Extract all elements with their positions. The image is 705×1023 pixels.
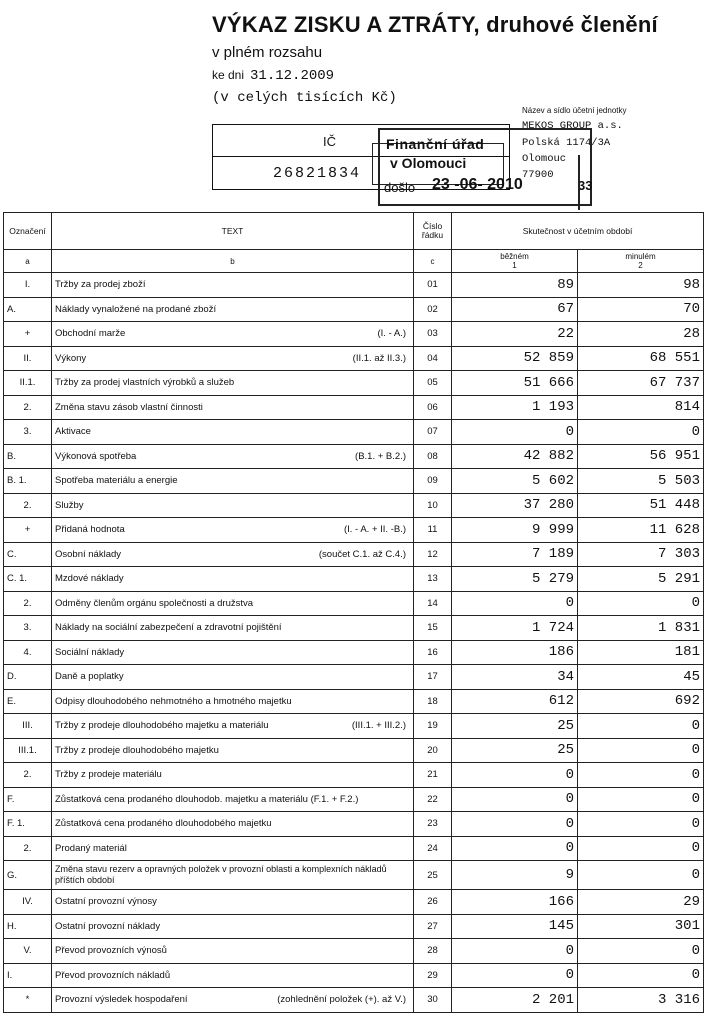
table-row [4, 322, 704, 347]
row-text [52, 469, 414, 494]
row-previous-value: 0 [578, 812, 704, 837]
row-previous-value: 29 [578, 890, 704, 915]
table-row [4, 273, 704, 298]
row-number: 05 [414, 371, 452, 396]
row-current-value: 0 [452, 939, 578, 964]
row-formula: (B.1. + B.2.) [355, 450, 406, 462]
row-text-label: Převod provozních výnosů [55, 945, 167, 957]
header-mark: Označení [4, 213, 52, 250]
row-text [52, 371, 414, 396]
table-row [4, 988, 704, 1013]
table-row [4, 963, 704, 988]
row-mark: 2. [4, 763, 52, 788]
previous-label: minulém [625, 252, 656, 261]
company-street: Polská 1174/3A [522, 137, 611, 149]
row-number: 06 [414, 395, 452, 420]
row-previous-value: 0 [578, 861, 704, 890]
row-current-value: 51 666 [452, 371, 578, 396]
row-previous-value: 5 291 [578, 567, 704, 592]
report-date: 31.12.2009 [250, 68, 335, 84]
row-number: 07 [414, 420, 452, 445]
row-text [52, 591, 414, 616]
row-text [52, 444, 414, 469]
row-mark: A. [4, 297, 52, 322]
row-previous-value: 11 628 [578, 518, 704, 543]
company-zip: 77900 [522, 169, 554, 181]
row-number: 04 [414, 346, 452, 371]
row-text-label: Ostatní provozní náklady [55, 920, 161, 932]
table-row [4, 714, 704, 739]
table-row [4, 444, 704, 469]
row-current-value: 22 [452, 322, 578, 347]
row-previous-value: 3 316 [578, 988, 704, 1013]
subheader-b: b [52, 250, 414, 273]
stamp-city: v Olomouci [390, 155, 467, 171]
row-mark: I. [4, 963, 52, 988]
row-current-value: 34 [452, 665, 578, 690]
row-text-label: Tržby z prodeje dlouhodobého majetku a materiálu [55, 720, 269, 732]
table-row [4, 567, 704, 592]
row-text [52, 616, 414, 641]
row-current-value: 89 [452, 273, 578, 298]
row-current-value: 0 [452, 836, 578, 861]
row-current-value: 5 602 [452, 469, 578, 494]
row-mark: D. [4, 665, 52, 690]
row-number: 02 [414, 297, 452, 322]
header-text: TEXT [52, 213, 414, 250]
row-text [52, 395, 414, 420]
row-number: 15 [414, 616, 452, 641]
row-previous-value: 0 [578, 963, 704, 988]
row-previous-value: 1 831 [578, 616, 704, 641]
row-mark: B. [4, 444, 52, 469]
ic-label: IČ [323, 134, 336, 149]
current-label: běžném [500, 252, 529, 261]
row-text-label: Zůstatková cena prodaného dlouhodobého majetku [55, 818, 272, 830]
row-current-value: 52 859 [452, 346, 578, 371]
row-current-value: 186 [452, 640, 578, 665]
row-text [52, 914, 414, 939]
row-current-value: 145 [452, 914, 578, 939]
row-text [52, 861, 414, 890]
row-text-label: Provozní výsledek hospodaření [55, 994, 188, 1006]
row-previous-value: 301 [578, 914, 704, 939]
row-mark: 3. [4, 420, 52, 445]
table-row [4, 297, 704, 322]
row-formula: (I. - A. + II. -B.) [343, 524, 406, 536]
row-mark: 2. [4, 591, 52, 616]
row-previous-value: 0 [578, 787, 704, 812]
table-row [4, 914, 704, 939]
row-text [52, 890, 414, 915]
row-mark: C. 1. [4, 567, 52, 592]
stamp-edge [578, 155, 580, 210]
row-previous-value: 181 [578, 640, 704, 665]
row-mark: H. [4, 914, 52, 939]
row-text [52, 988, 414, 1013]
row-text [52, 567, 414, 592]
income-statement-table [3, 212, 704, 1013]
row-text-label: Tržby z prodeje materiálu [55, 769, 162, 781]
row-text-label: Převod provozních nákladů [55, 969, 171, 981]
row-mark: E. [4, 689, 52, 714]
row-previous-value: 28 [578, 322, 704, 347]
row-previous-value: 0 [578, 836, 704, 861]
row-mark: III. [4, 714, 52, 739]
row-text-label: Náklady vynaložené na prodané zboží [55, 303, 217, 315]
current-number: 1 [512, 261, 517, 270]
row-text [52, 963, 414, 988]
row-formula: (II.1. až II.3.) [352, 352, 406, 364]
row-text [52, 493, 414, 518]
row-previous-value: 45 [578, 665, 704, 690]
row-text [52, 836, 414, 861]
row-text-label: Osobní náklady [55, 548, 122, 560]
row-text-label: Spotřeba materiálu a energie [55, 475, 178, 487]
row-number: 13 [414, 567, 452, 592]
table-row [4, 689, 704, 714]
row-number: 21 [414, 763, 452, 788]
row-number: 08 [414, 444, 452, 469]
row-text [52, 763, 414, 788]
row-number: 30 [414, 988, 452, 1013]
row-text-label: Náklady na sociální zabezpečení a zdravotní pojištění [55, 622, 282, 634]
row-mark: 2. [4, 395, 52, 420]
row-text-label: Výkonová spotřeba [55, 450, 137, 462]
row-current-value: 25 [452, 714, 578, 739]
row-mark: C. [4, 542, 52, 567]
row-current-value: 0 [452, 420, 578, 445]
row-text-label: Přidaná hodnota [55, 524, 125, 536]
row-previous-value: 692 [578, 689, 704, 714]
row-current-value: 7 189 [452, 542, 578, 567]
row-mark: B. 1. [4, 469, 52, 494]
stamp-date: 23 -06- 2010 [432, 176, 523, 193]
row-mark: F. [4, 787, 52, 812]
subheader-a: a [4, 250, 52, 273]
row-text [52, 273, 414, 298]
table-row [4, 469, 704, 494]
table-row [4, 665, 704, 690]
row-mark: 2. [4, 493, 52, 518]
row-number: 23 [414, 812, 452, 837]
row-mark: IV. [4, 890, 52, 915]
row-text [52, 640, 414, 665]
row-previous-value: 0 [578, 714, 704, 739]
row-current-value: 0 [452, 963, 578, 988]
row-text [52, 542, 414, 567]
subheader-c: c [414, 250, 452, 273]
row-current-value: 612 [452, 689, 578, 714]
row-text [52, 420, 414, 445]
row-number: 11 [414, 518, 452, 543]
row-current-value: 9 [452, 861, 578, 890]
row-previous-value: 67 737 [578, 371, 704, 396]
row-current-value: 37 280 [452, 493, 578, 518]
row-text [52, 787, 414, 812]
row-number: 03 [414, 322, 452, 347]
row-number: 20 [414, 738, 452, 763]
table-row [4, 763, 704, 788]
row-text [52, 346, 414, 371]
table-row [4, 861, 704, 890]
row-text-label: Obchodní marže [55, 328, 126, 340]
row-text [52, 738, 414, 763]
row-previous-value: 70 [578, 297, 704, 322]
subheader-current [452, 250, 578, 273]
row-text-label: Služby [55, 499, 84, 511]
row-number: 22 [414, 787, 452, 812]
header-row-number: Číslo řádku [414, 213, 452, 250]
stamp-number: 33 [578, 178, 593, 193]
row-current-value: 0 [452, 591, 578, 616]
row-number: 24 [414, 836, 452, 861]
row-mark: 2. [4, 836, 52, 861]
table-row [4, 518, 704, 543]
header-period [452, 213, 704, 250]
row-previous-value: 98 [578, 273, 704, 298]
row-number: 28 [414, 939, 452, 964]
report-title: VÝKAZ ZISKU A ZTRÁTY, druhové členění [212, 12, 658, 37]
table-row [4, 395, 704, 420]
row-number: 16 [414, 640, 452, 665]
row-number: 10 [414, 493, 452, 518]
table-row [4, 542, 704, 567]
row-text-label: Tržby za prodej zboží [55, 279, 146, 291]
row-text-label: Prodaný materiál [55, 842, 127, 854]
row-mark: III.1. [4, 738, 52, 763]
table-subheader-row [4, 250, 704, 273]
company-label: Název a sídlo účetní jednotky [522, 106, 627, 115]
row-text-label: Změna stavu zásob vlastní činnosti [55, 401, 203, 413]
row-previous-value: 0 [578, 420, 704, 445]
row-previous-value: 814 [578, 395, 704, 420]
row-current-value: 42 882 [452, 444, 578, 469]
table-row [4, 420, 704, 445]
row-current-value: 0 [452, 763, 578, 788]
row-current-value: 0 [452, 787, 578, 812]
row-previous-value: 0 [578, 763, 704, 788]
row-mark: * [4, 988, 52, 1013]
row-mark: G. [4, 861, 52, 890]
row-number: 01 [414, 273, 452, 298]
row-text-label: Zůstatková cena prodaného dlouhodob. majetku a materiálu (F.1. + F.2.) [55, 793, 359, 805]
row-text-label: Odměny členům orgánu společnosti a družstva [55, 597, 254, 609]
row-mark: 4. [4, 640, 52, 665]
row-text-label: Tržby za prodej vlastních výrobků a služeb [55, 377, 235, 389]
row-number: 17 [414, 665, 452, 690]
table-header-row [4, 213, 704, 250]
row-number: 18 [414, 689, 452, 714]
row-mark: V. [4, 939, 52, 964]
row-text-label: Odpisy dlouhodobého nehmotného a hmotného majetku [55, 695, 292, 707]
table-row [4, 346, 704, 371]
row-previous-value: 68 551 [578, 346, 704, 371]
row-number: 29 [414, 963, 452, 988]
row-previous-value: 0 [578, 591, 704, 616]
row-previous-value: 51 448 [578, 493, 704, 518]
subheader-previous [578, 250, 704, 273]
table-row [4, 371, 704, 396]
row-number: 09 [414, 469, 452, 494]
row-text-label: Výkony [55, 352, 87, 364]
row-text [52, 518, 414, 543]
row-mark: F. 1. [4, 812, 52, 837]
row-formula: (III.1. + III.2.) [351, 720, 406, 732]
table-row [4, 787, 704, 812]
table-row [4, 738, 704, 763]
previous-number: 2 [638, 261, 643, 270]
row-mark: II.1. [4, 371, 52, 396]
table-row [4, 812, 704, 837]
row-text-label: Změna stavu rezerv a opravných položek v provozní oblasti a komplexních nákladů příštích období [55, 864, 387, 885]
row-text-label: Ostatní provozní výnosy [55, 896, 157, 908]
row-previous-value: 5 503 [578, 469, 704, 494]
row-formula: (zohlednění položek (+). až V.) [277, 994, 406, 1006]
row-text [52, 665, 414, 690]
row-text-label: Daně a poplatky [55, 671, 124, 683]
row-text [52, 714, 414, 739]
row-current-value: 25 [452, 738, 578, 763]
row-text [52, 812, 414, 837]
report-units: (v celých tisících Kč) [212, 90, 397, 106]
table-row [4, 493, 704, 518]
row-current-value: 1 193 [452, 395, 578, 420]
row-text [52, 322, 414, 347]
row-current-value: 9 999 [452, 518, 578, 543]
row-text-label: Mzdové náklady [55, 573, 124, 585]
row-mark: + [4, 322, 52, 347]
row-current-value: 2 201 [452, 988, 578, 1013]
report-subtitle: v plném rozsahu [212, 44, 323, 61]
row-previous-value: 0 [578, 939, 704, 964]
row-text [52, 939, 414, 964]
stamp-received-label: došlo [384, 180, 416, 195]
table-row [4, 591, 704, 616]
row-number: 25 [414, 861, 452, 890]
table-row [4, 939, 704, 964]
row-formula: (I. - A.) [377, 328, 406, 340]
row-mark: I. [4, 273, 52, 298]
row-formula: (součet C.1. až C.4.) [318, 548, 406, 560]
row-mark: II. [4, 346, 52, 371]
row-number: 26 [414, 890, 452, 915]
row-current-value: 166 [452, 890, 578, 915]
row-text-label: Sociální náklady [55, 646, 125, 658]
row-current-value: 67 [452, 297, 578, 322]
table-row [4, 836, 704, 861]
ic-value: 26821834 [273, 165, 362, 182]
row-text [52, 297, 414, 322]
row-number: 27 [414, 914, 452, 939]
row-number: 14 [414, 591, 452, 616]
table-row [4, 640, 704, 665]
report-date-line [212, 68, 334, 84]
row-previous-value: 0 [578, 738, 704, 763]
row-text [52, 689, 414, 714]
row-mark: 3. [4, 616, 52, 641]
receipt-stamp [378, 128, 592, 206]
row-previous-value: 56 951 [578, 444, 704, 469]
row-current-value: 1 724 [452, 616, 578, 641]
row-number: 12 [414, 542, 452, 567]
stamp-office: Finanční úřad [386, 136, 485, 152]
row-text-label: Aktivace [55, 426, 91, 438]
row-mark: + [4, 518, 52, 543]
table-row [4, 616, 704, 641]
header-period-label: Skutečnost v účetním období [522, 226, 633, 236]
table-row [4, 890, 704, 915]
company-city: Olomouc [522, 153, 567, 165]
row-current-value: 0 [452, 812, 578, 837]
row-current-value: 5 279 [452, 567, 578, 592]
company-name: MEKOS GROUP a.s. [522, 120, 623, 132]
row-previous-value: 7 303 [578, 542, 704, 567]
row-number: 19 [414, 714, 452, 739]
row-text-label: Tržby z prodeje dlouhodobého majetku [55, 744, 219, 756]
date-label: ke dni [212, 68, 245, 82]
